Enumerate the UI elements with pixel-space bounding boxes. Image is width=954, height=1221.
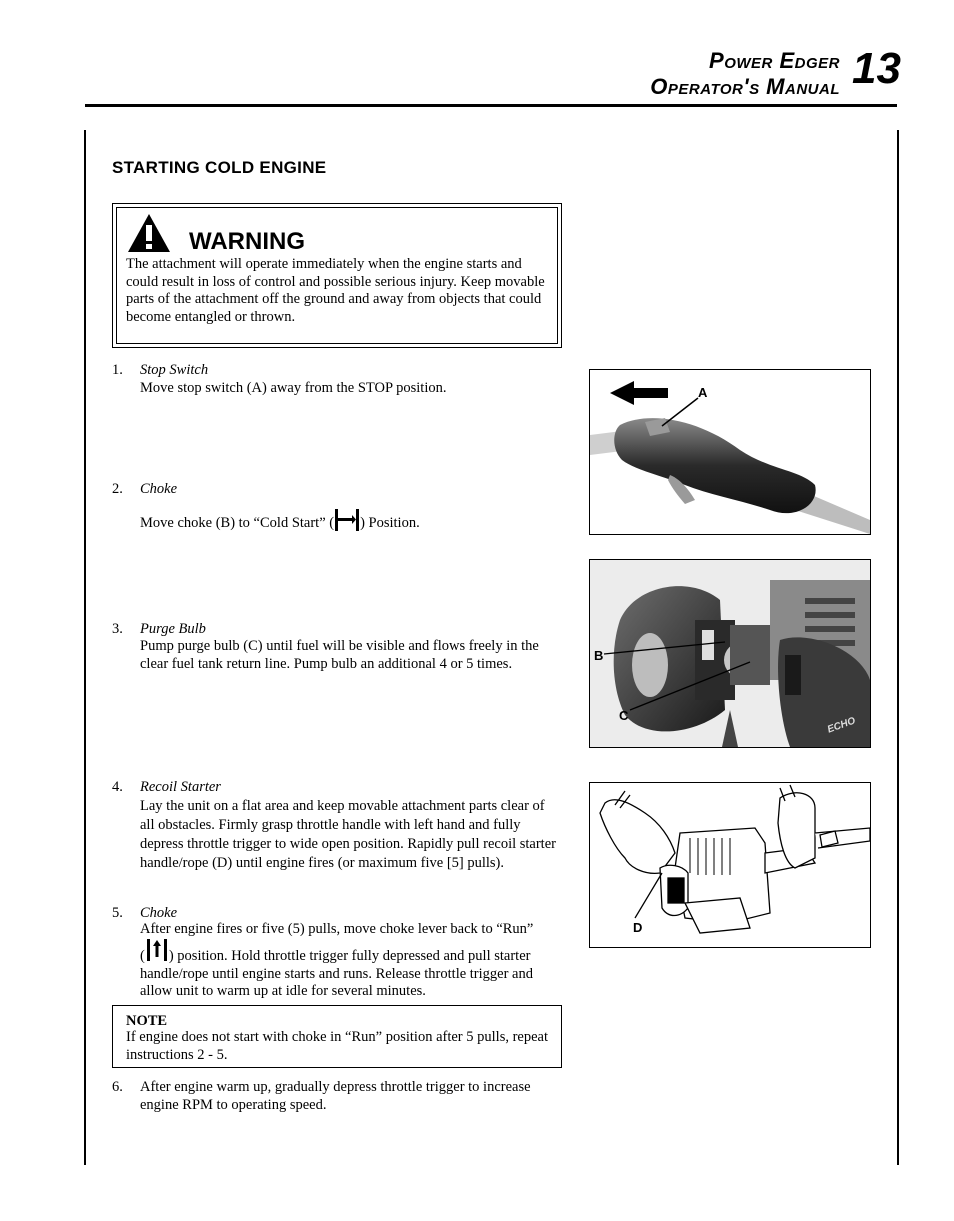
note-text: If engine does not start with choke in “Run” position after 5 pulls, repeat instructions 2 - 5. [126, 1029, 549, 1063]
step-5-text-line1: After engine fires or five (5) pulls, move choke lever back to “Run” [140, 921, 534, 937]
engine-choke-illustration [590, 560, 870, 747]
warning-text: The attachment will operate immediately when the engine starts and could result in loss of control and possible serious injury. Keep movable parts of the attachment off the ground and away from objects that could become entangled or thrown. [126, 256, 545, 325]
warning-heading: WARNING [189, 228, 305, 255]
step-1-text: Move stop switch (A) away from the STOP position. [140, 380, 447, 396]
step-2-text-before: Move choke (B) to “Cold Start” ( [140, 515, 335, 531]
warning-box [112, 203, 562, 348]
manual-title-line2: Operator's Manual [650, 74, 840, 99]
manual-title [560, 48, 840, 100]
manual-title-line1: Power Edger [709, 48, 840, 73]
step-6-number: 6. [112, 1079, 123, 1095]
figure-stop-switch [589, 369, 871, 535]
section-title: STARTING COLD ENGINE [112, 158, 327, 177]
label-a: A [698, 385, 708, 400]
header-rule [85, 104, 897, 107]
step-4-title: Recoil Starter [140, 779, 221, 795]
step-5-text-rest: ) position. Hold throttle trigger fully depressed and pull starter handle/rope until engine starts and runs. Release throttle trigger and allow unit to warm up at idle for several minutes. [140, 948, 533, 999]
figure-choke-purge-bulb [589, 559, 871, 748]
step-2-text [140, 507, 570, 533]
step-6-text: After engine warm up, gradually depress throttle trigger to increase engine RPM to operating speed. [140, 1079, 531, 1113]
step-2-title: Choke [140, 481, 178, 497]
note-box [112, 1005, 562, 1068]
step-3-text: Pump purge bulb (C) until fuel will be visible and flows freely in the clear fuel tank return line. Pump bulb an additional 4 or 5 times. [140, 638, 539, 672]
echo-logo: ECHO [825, 715, 857, 736]
step-3-title: Purge Bulb [140, 621, 206, 637]
page-number: 13 [852, 44, 901, 93]
figure-recoil-starter [589, 782, 871, 948]
label-d: D [633, 920, 643, 935]
step-2-number: 2. [112, 481, 123, 497]
recoil-starter-illustration [590, 783, 870, 947]
throttle-handle-illustration [590, 370, 870, 534]
left-margin-rule [84, 130, 86, 1165]
step-1-title: Stop Switch [140, 362, 209, 378]
run-choke-icon [145, 937, 169, 963]
step-5-number: 5. [112, 905, 123, 921]
note-heading: NOTE [126, 1013, 168, 1029]
right-margin-rule [897, 130, 899, 1165]
step-5-title: Choke [140, 905, 178, 921]
step-2-text-after: ) Position. [360, 515, 420, 531]
step-4-text: Lay the unit on a flat area and keep movable attachment parts clear of all obstacles. Firmly grasp throttle handle with left hand and fully depress throttle trigger to wide open position. Rapidly pull recoil starter handle/rope (D) until engine fires (or maximum five [5] pulls). [140, 798, 556, 871]
step-1-number: 1. [112, 362, 123, 378]
cold-start-choke-icon [333, 507, 361, 533]
step-5-text: ( ) position. Hold throttle trigger fully depressed and pull starter handle/rope until engine starts and runs. Release throttle trigger and allow unit to warm up at idle for several minutes. [140, 937, 565, 1001]
step-3-number: 3. [112, 621, 123, 637]
label-b: B [594, 648, 604, 663]
warning-triangle-icon [126, 212, 172, 254]
step-4-number: 4. [112, 779, 123, 795]
label-c: C [619, 708, 629, 723]
